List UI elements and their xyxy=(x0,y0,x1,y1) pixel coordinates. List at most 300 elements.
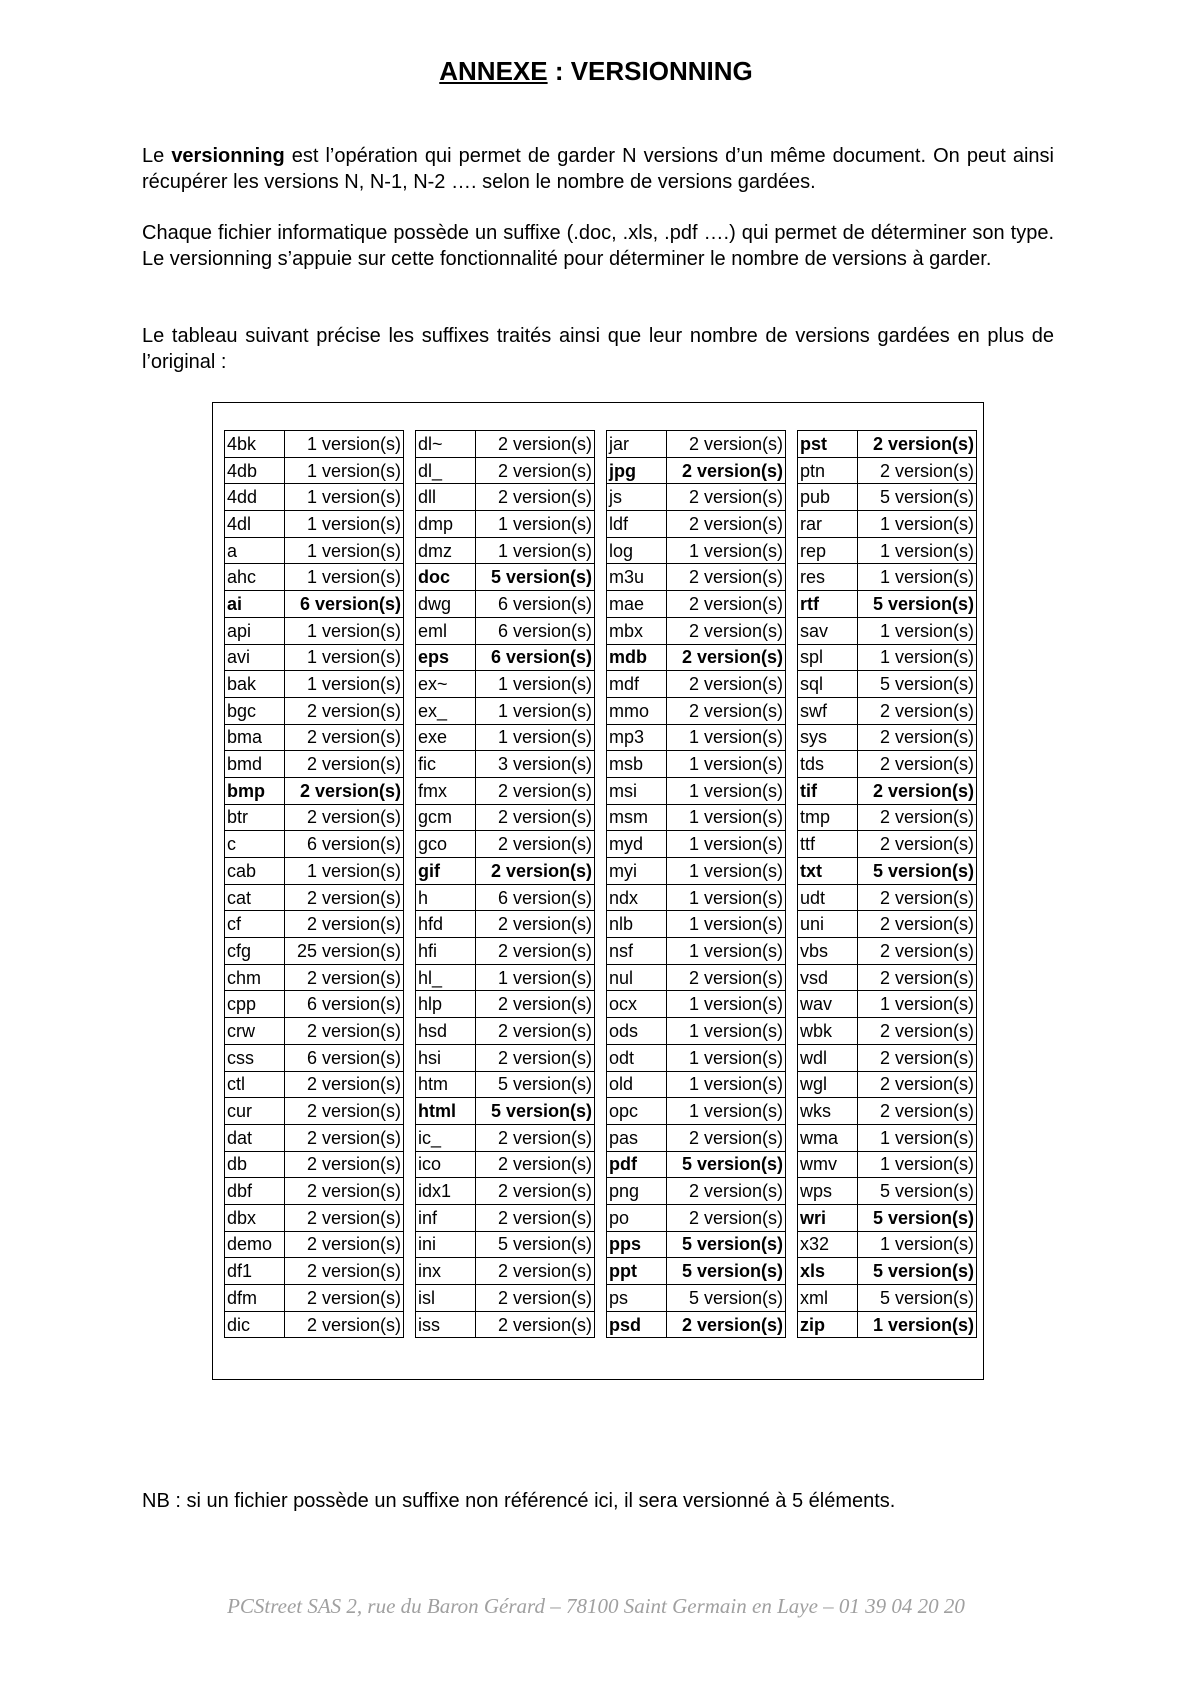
table-row xyxy=(225,1071,404,1098)
suffix-cell: fmx xyxy=(416,777,476,804)
suffix-cell: ps xyxy=(607,1285,667,1312)
suffix-cell: bmd xyxy=(225,751,285,778)
version-count-cell: 1 version(s) xyxy=(285,537,404,564)
table-row xyxy=(798,1124,977,1151)
version-count-cell: 2 version(s) xyxy=(476,777,595,804)
version-count-cell: 2 version(s) xyxy=(858,1098,977,1125)
version-count-cell: 6 version(s) xyxy=(285,1044,404,1071)
version-count-cell: 2 version(s) xyxy=(285,724,404,751)
table-row xyxy=(416,1258,595,1285)
table-row xyxy=(607,804,786,831)
version-count-cell: 2 version(s) xyxy=(285,911,404,938)
intro-after: est l’opération qui permet de garder N versions d’un même document. On peut ainsi récupérer les versions N, N-1, N-2 …. selon le nombre de versions gardées. xyxy=(142,145,1054,193)
version-count-cell: 2 version(s) xyxy=(858,457,977,484)
version-count-cell: 1 version(s) xyxy=(476,964,595,991)
suffix-cell: swf xyxy=(798,697,858,724)
suffix-cell: spl xyxy=(798,644,858,671)
version-count-cell: 1 version(s) xyxy=(667,858,786,885)
suffix-cell: ctl xyxy=(225,1071,285,1098)
version-count-cell: 2 version(s) xyxy=(858,1044,977,1071)
table-row xyxy=(607,1204,786,1231)
suffix-cell: avi xyxy=(225,644,285,671)
version-count-cell: 2 version(s) xyxy=(285,697,404,724)
table-row xyxy=(798,697,977,724)
version-count-cell: 2 version(s) xyxy=(667,1311,786,1338)
table-row xyxy=(798,1285,977,1312)
suffix-cell: cpp xyxy=(225,991,285,1018)
table-row xyxy=(798,1231,977,1258)
version-count-cell: 1 version(s) xyxy=(285,564,404,591)
version-count-cell: 2 version(s) xyxy=(667,457,786,484)
version-count-cell: 5 version(s) xyxy=(858,858,977,885)
version-count-cell: 1 version(s) xyxy=(476,511,595,538)
table-row xyxy=(416,591,595,618)
table-row xyxy=(607,671,786,698)
version-count-cell: 5 version(s) xyxy=(858,671,977,698)
suffix-cell: jar xyxy=(607,431,667,458)
suffix-cell: ahc xyxy=(225,564,285,591)
suffix-cell: bma xyxy=(225,724,285,751)
version-count-cell: 2 version(s) xyxy=(858,884,977,911)
table-row xyxy=(607,1098,786,1125)
suffix-cell: wma xyxy=(798,1124,858,1151)
table-row xyxy=(798,1151,977,1178)
version-count-cell: 2 version(s) xyxy=(476,1311,595,1338)
version-count-cell: 6 version(s) xyxy=(285,831,404,858)
suffix-cell: 4bk xyxy=(225,431,285,458)
suffix-cell: dfm xyxy=(225,1285,285,1312)
table-row xyxy=(225,1231,404,1258)
suffix-cell: po xyxy=(607,1204,667,1231)
suffix-cell: tif xyxy=(798,777,858,804)
table-row xyxy=(416,644,595,671)
version-count-cell: 2 version(s) xyxy=(285,1124,404,1151)
version-count-cell: 1 version(s) xyxy=(667,1018,786,1045)
version-count-cell: 1 version(s) xyxy=(858,564,977,591)
suffix-cell: hsd xyxy=(416,1018,476,1045)
suffix-cell: exe xyxy=(416,724,476,751)
suffix-cell: mdf xyxy=(607,671,667,698)
suffix-cell: odt xyxy=(607,1044,667,1071)
suffix-cell: rtf xyxy=(798,591,858,618)
table-row xyxy=(416,724,595,751)
version-count-cell: 6 version(s) xyxy=(476,591,595,618)
suffix-cell: cf xyxy=(225,911,285,938)
version-count-cell: 5 version(s) xyxy=(858,484,977,511)
suffix-cell: ttf xyxy=(798,831,858,858)
table-row xyxy=(798,484,977,511)
table-row xyxy=(225,697,404,724)
version-count-cell: 1 version(s) xyxy=(667,804,786,831)
version-count-cell: 2 version(s) xyxy=(667,431,786,458)
suffix-cell: dat xyxy=(225,1124,285,1151)
version-count-cell: 6 version(s) xyxy=(476,644,595,671)
table-row xyxy=(798,1098,977,1125)
table-row xyxy=(607,484,786,511)
suffix-cell: ex~ xyxy=(416,671,476,698)
version-count-cell: 2 version(s) xyxy=(667,671,786,698)
version-count-cell: 2 version(s) xyxy=(476,938,595,965)
suffix-table xyxy=(606,430,786,1338)
suffix-cell: nlb xyxy=(607,911,667,938)
version-count-cell: 2 version(s) xyxy=(285,1018,404,1045)
suffix-cell: myi xyxy=(607,858,667,885)
table-row xyxy=(225,938,404,965)
table-row xyxy=(416,431,595,458)
table-row xyxy=(225,591,404,618)
suffix-cell: pas xyxy=(607,1124,667,1151)
table-row xyxy=(416,511,595,538)
suffix-cell: ic_ xyxy=(416,1124,476,1151)
table-row xyxy=(416,617,595,644)
version-count-cell: 2 version(s) xyxy=(476,1285,595,1312)
suffix-cell: dl_ xyxy=(416,457,476,484)
suffix-cell: dmp xyxy=(416,511,476,538)
table-row xyxy=(798,938,977,965)
suffix-cell: ex_ xyxy=(416,697,476,724)
table-row xyxy=(416,858,595,885)
table-row xyxy=(225,858,404,885)
table-row xyxy=(225,751,404,778)
table-row xyxy=(225,537,404,564)
table-row xyxy=(607,511,786,538)
version-count-cell: 1 version(s) xyxy=(476,537,595,564)
suffix-cell: html xyxy=(416,1098,476,1125)
suffix-cell: bgc xyxy=(225,697,285,724)
suffix-table xyxy=(797,430,977,1338)
version-tables xyxy=(224,430,977,1338)
table-row xyxy=(225,1258,404,1285)
suffix-cell: demo xyxy=(225,1231,285,1258)
table-row xyxy=(416,964,595,991)
table-row xyxy=(416,1018,595,1045)
table-row xyxy=(416,804,595,831)
table-row xyxy=(607,964,786,991)
suffix-cell: ini xyxy=(416,1231,476,1258)
table-row xyxy=(416,484,595,511)
suffix-cell: fic xyxy=(416,751,476,778)
suffix-cell: gco xyxy=(416,831,476,858)
suffix-cell: sav xyxy=(798,617,858,644)
suffix-cell: vbs xyxy=(798,938,858,965)
version-count-cell: 2 version(s) xyxy=(285,1311,404,1338)
suffix-cell: cfg xyxy=(225,938,285,965)
table-row xyxy=(798,617,977,644)
version-count-cell: 5 version(s) xyxy=(476,1231,595,1258)
table-row xyxy=(225,484,404,511)
suffix-cell: mae xyxy=(607,591,667,618)
suffix-cell: cat xyxy=(225,884,285,911)
version-count-cell: 1 version(s) xyxy=(285,484,404,511)
suffix-cell: crw xyxy=(225,1018,285,1045)
version-count-cell: 5 version(s) xyxy=(667,1151,786,1178)
table-row xyxy=(607,884,786,911)
version-count-cell: 2 version(s) xyxy=(285,1285,404,1312)
suffix-cell: iss xyxy=(416,1311,476,1338)
suffix-cell: 4dd xyxy=(225,484,285,511)
table-row xyxy=(607,1018,786,1045)
suffix-cell: wmv xyxy=(798,1151,858,1178)
table-row xyxy=(798,751,977,778)
version-count-cell: 2 version(s) xyxy=(667,964,786,991)
table-row xyxy=(607,697,786,724)
table-row xyxy=(225,964,404,991)
suffix-cell: wdl xyxy=(798,1044,858,1071)
version-count-cell: 1 version(s) xyxy=(667,1098,786,1125)
version-count-cell: 2 version(s) xyxy=(476,831,595,858)
table-row xyxy=(798,777,977,804)
version-count-cell: 2 version(s) xyxy=(476,911,595,938)
version-count-cell: 1 version(s) xyxy=(285,617,404,644)
version-count-cell: 2 version(s) xyxy=(667,697,786,724)
version-count-cell: 2 version(s) xyxy=(858,777,977,804)
table-row xyxy=(607,911,786,938)
suffix-cell: sql xyxy=(798,671,858,698)
table-row xyxy=(416,1231,595,1258)
suffix-cell: cab xyxy=(225,858,285,885)
suffix-cell: wks xyxy=(798,1098,858,1125)
table-row xyxy=(607,1231,786,1258)
version-count-cell: 2 version(s) xyxy=(667,617,786,644)
suffix-cell: gif xyxy=(416,858,476,885)
suffix-cell: ocx xyxy=(607,991,667,1018)
version-count-cell: 2 version(s) xyxy=(476,1204,595,1231)
suffix-cell: mbx xyxy=(607,617,667,644)
version-count-cell: 2 version(s) xyxy=(285,1204,404,1231)
suffix-cell: wps xyxy=(798,1178,858,1205)
suffix-cell: bak xyxy=(225,671,285,698)
version-count-cell: 6 version(s) xyxy=(285,591,404,618)
version-count-cell: 2 version(s) xyxy=(667,484,786,511)
suffix-cell: msi xyxy=(607,777,667,804)
version-count-cell: 1 version(s) xyxy=(285,431,404,458)
version-count-cell: 2 version(s) xyxy=(285,1071,404,1098)
version-count-cell: 2 version(s) xyxy=(476,1258,595,1285)
suffix-cell: uni xyxy=(798,911,858,938)
version-count-cell: 1 version(s) xyxy=(285,457,404,484)
table-row xyxy=(416,1071,595,1098)
version-count-cell: 1 version(s) xyxy=(667,724,786,751)
suffix-cell: dbf xyxy=(225,1178,285,1205)
table-row xyxy=(798,911,977,938)
table-row xyxy=(416,1124,595,1151)
version-count-cell: 6 version(s) xyxy=(476,617,595,644)
table-row xyxy=(798,1178,977,1205)
table-row xyxy=(607,617,786,644)
suffix-cell: tds xyxy=(798,751,858,778)
suffix-cell: old xyxy=(607,1071,667,1098)
table-row xyxy=(607,1124,786,1151)
footer: PCStreet SAS 2, rue du Baron Gérard – 78100 Saint Germain en Laye – 01 39 04 20 20 xyxy=(227,1594,965,1618)
version-count-cell: 2 version(s) xyxy=(667,644,786,671)
version-count-cell: 1 version(s) xyxy=(858,511,977,538)
table-row xyxy=(416,537,595,564)
version-count-cell: 1 version(s) xyxy=(285,644,404,671)
suffix-cell: bmp xyxy=(225,777,285,804)
table-row xyxy=(225,884,404,911)
table-row xyxy=(798,1018,977,1045)
table-row xyxy=(607,858,786,885)
suffix-cell: ods xyxy=(607,1018,667,1045)
suffix-cell: wri xyxy=(798,1204,858,1231)
table-row xyxy=(225,1098,404,1125)
suffix-cell: dmz xyxy=(416,537,476,564)
version-count-cell: 2 version(s) xyxy=(476,431,595,458)
version-count-cell: 5 version(s) xyxy=(476,1098,595,1125)
version-count-cell: 1 version(s) xyxy=(858,537,977,564)
table-row xyxy=(225,564,404,591)
suffix-cell: dbx xyxy=(225,1204,285,1231)
suffix-cell: c xyxy=(225,831,285,858)
suffix-cell: xls xyxy=(798,1258,858,1285)
suffix-cell: sys xyxy=(798,724,858,751)
version-count-cell: 1 version(s) xyxy=(858,1311,977,1338)
table-row xyxy=(798,858,977,885)
version-count-cell: 2 version(s) xyxy=(476,1124,595,1151)
suffix-table xyxy=(415,430,595,1338)
version-count-cell: 2 version(s) xyxy=(667,1178,786,1205)
table-row xyxy=(225,511,404,538)
table-row xyxy=(225,1018,404,1045)
suffix-cell: inf xyxy=(416,1204,476,1231)
table-row xyxy=(416,831,595,858)
version-count-cell: 1 version(s) xyxy=(667,991,786,1018)
table-row xyxy=(607,1071,786,1098)
version-count-cell: 2 version(s) xyxy=(858,831,977,858)
suffix-cell: mdb xyxy=(607,644,667,671)
table-row xyxy=(607,751,786,778)
table-row xyxy=(798,831,977,858)
version-count-cell: 2 version(s) xyxy=(476,1151,595,1178)
table-row xyxy=(225,1204,404,1231)
title-underlined: ANNEXE xyxy=(439,56,548,86)
table-row xyxy=(607,591,786,618)
table-row xyxy=(416,938,595,965)
version-count-cell: 1 version(s) xyxy=(667,938,786,965)
version-count-cell: 1 version(s) xyxy=(858,1151,977,1178)
table-row xyxy=(225,1311,404,1338)
table-row xyxy=(416,1285,595,1312)
version-count-cell: 1 version(s) xyxy=(667,911,786,938)
table-row xyxy=(798,511,977,538)
version-count-cell: 5 version(s) xyxy=(858,1285,977,1312)
intro-paragraph xyxy=(142,143,1054,195)
version-count-cell: 1 version(s) xyxy=(667,777,786,804)
version-count-cell: 2 version(s) xyxy=(667,564,786,591)
version-count-cell: 2 version(s) xyxy=(285,1258,404,1285)
suffix-cell: zip xyxy=(798,1311,858,1338)
table-row xyxy=(416,777,595,804)
table-row xyxy=(798,537,977,564)
table-row xyxy=(607,1285,786,1312)
suffix-cell: ldf xyxy=(607,511,667,538)
suffix-cell: h xyxy=(416,884,476,911)
suffix-cell: eps xyxy=(416,644,476,671)
suffix-cell: ico xyxy=(416,1151,476,1178)
table-row xyxy=(607,1178,786,1205)
version-count-cell: 2 version(s) xyxy=(476,804,595,831)
suffix-cell: a xyxy=(225,537,285,564)
suffix-cell: dl~ xyxy=(416,431,476,458)
suffix-cell: htm xyxy=(416,1071,476,1098)
suffix-cell: hfd xyxy=(416,911,476,938)
suffix-cell: inx xyxy=(416,1258,476,1285)
suffix-table xyxy=(224,430,404,1338)
version-count-cell: 1 version(s) xyxy=(667,1071,786,1098)
version-count-cell: 2 version(s) xyxy=(667,511,786,538)
suffix-cell: jpg xyxy=(607,457,667,484)
intro-bold-term: versionning xyxy=(171,145,285,167)
table-row xyxy=(798,724,977,751)
table-row xyxy=(225,831,404,858)
table-row xyxy=(225,617,404,644)
table-row xyxy=(225,431,404,458)
version-count-cell: 2 version(s) xyxy=(858,1018,977,1045)
table-row xyxy=(225,724,404,751)
version-count-cell: 2 version(s) xyxy=(476,1178,595,1205)
version-count-cell: 2 version(s) xyxy=(858,751,977,778)
suffix-cell: png xyxy=(607,1178,667,1205)
suffix-cell: pps xyxy=(607,1231,667,1258)
version-count-cell: 5 version(s) xyxy=(667,1258,786,1285)
suffix-cell: opc xyxy=(607,1098,667,1125)
suffix-cell: hl_ xyxy=(416,964,476,991)
table-row xyxy=(416,751,595,778)
version-count-cell: 6 version(s) xyxy=(476,884,595,911)
table-row xyxy=(798,1071,977,1098)
suffix-cell: nul xyxy=(607,964,667,991)
table-row xyxy=(798,1311,977,1338)
suffix-cell: cur xyxy=(225,1098,285,1125)
version-count-cell: 1 version(s) xyxy=(667,537,786,564)
suffix-cell: pst xyxy=(798,431,858,458)
version-count-cell: 2 version(s) xyxy=(285,1151,404,1178)
table-row xyxy=(798,564,977,591)
table-row xyxy=(416,1204,595,1231)
version-count-cell: 5 version(s) xyxy=(667,1231,786,1258)
table-row xyxy=(416,1311,595,1338)
version-count-cell: 2 version(s) xyxy=(476,484,595,511)
suffix-cell: res xyxy=(798,564,858,591)
suffix-cell: pdf xyxy=(607,1151,667,1178)
suffix-cell: 4dl xyxy=(225,511,285,538)
suffix-cell: mmo xyxy=(607,697,667,724)
version-count-cell: 2 version(s) xyxy=(858,431,977,458)
version-count-cell: 1 version(s) xyxy=(476,697,595,724)
table-row xyxy=(416,1151,595,1178)
table-row xyxy=(607,431,786,458)
suffix-cell: 4db xyxy=(225,457,285,484)
table-row xyxy=(416,564,595,591)
version-count-cell: 1 version(s) xyxy=(858,1231,977,1258)
suffix-cell: btr xyxy=(225,804,285,831)
suffix-cell: gcm xyxy=(416,804,476,831)
version-count-cell: 5 version(s) xyxy=(858,1204,977,1231)
suffix-cell: wbk xyxy=(798,1018,858,1045)
suffix-cell: hlp xyxy=(416,991,476,1018)
suffix-cell: doc xyxy=(416,564,476,591)
version-count-cell: 2 version(s) xyxy=(667,591,786,618)
table-row xyxy=(416,1178,595,1205)
intro-before: Le xyxy=(142,145,172,167)
version-count-cell: 1 version(s) xyxy=(285,671,404,698)
suffix-cell: udt xyxy=(798,884,858,911)
version-count-cell: 2 version(s) xyxy=(858,697,977,724)
suffix-cell: ppt xyxy=(607,1258,667,1285)
version-count-cell: 1 version(s) xyxy=(667,831,786,858)
version-count-cell: 5 version(s) xyxy=(858,1258,977,1285)
version-count-cell: 2 version(s) xyxy=(285,1178,404,1205)
